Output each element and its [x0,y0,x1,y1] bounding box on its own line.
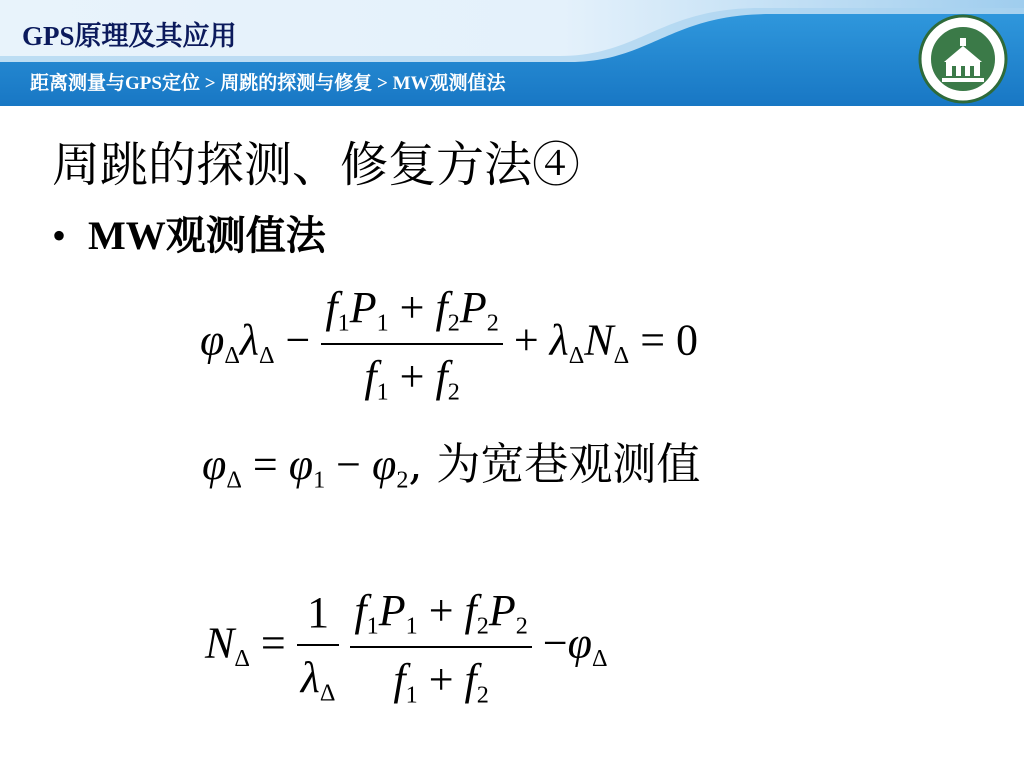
bullet-item [52,204,326,261]
course-title: GPS原理及其应用 [22,21,237,51]
bullet-dot: • [52,213,67,258]
fraction: $\frac{1}{\lambda_\Delta}$ [297,587,340,707]
equation-wide-lane-definition: $\varphi_\Delta = \varphi_1 - \varphi_2$, 为宽巷观测值 [202,439,701,494]
fraction: $\frac{f_1P_1 + f_2P_2}{f_1 + f_2}$ [321,282,502,407]
slide-header [0,0,1024,106]
fraction: $\frac{f_1P_1 + f_2P_2}{f_1 + f_2}$ [350,585,531,710]
bullet-text: MW观测值法 [88,213,326,258]
equation-ambiguity: $N_\Delta$ = $\frac{1}{\lambda_\Delta}$ $\frac{f_1P_1 + f_2P_2}{f_1 + f_2}$ $-\varphi_\Delta$ [205,586,608,709]
university-seal-icon [918,14,1008,104]
equation-mw-combination: $\varphi_\Delta\lambda_\Delta$ − $\frac{f_1P_1 + f_2P_2}{f_1 + f_2}$ + $\lambda_\Delta N_\Delta = 0$ [200,283,699,406]
slide-title: 周跳的探测、修复方法④ [52,137,581,193]
breadcrumb: 距离测量与GPS定位 > 周跳的探测与修复 > MW观测值法 [30,73,506,94]
